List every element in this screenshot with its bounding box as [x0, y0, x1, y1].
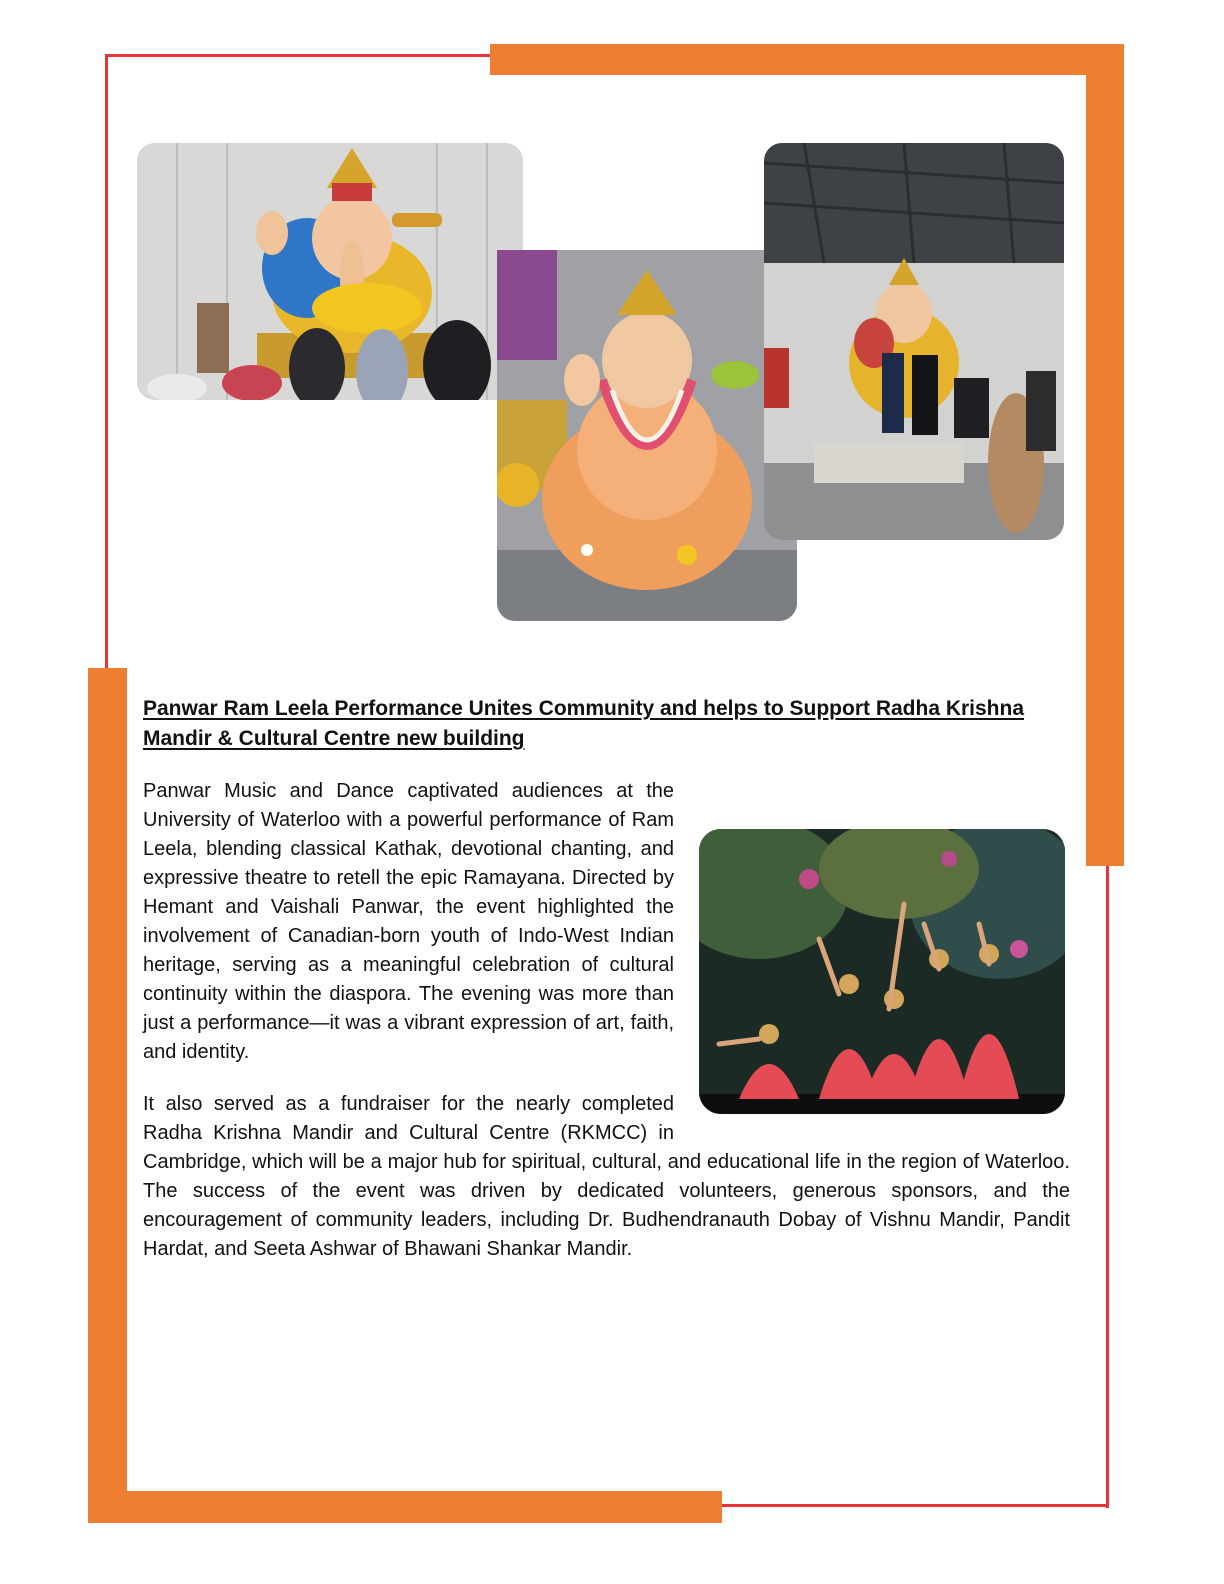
frame-red-right-line [1106, 860, 1109, 1508]
article-headline [143, 694, 1083, 754]
frame-orange-left-bar [88, 668, 127, 1523]
kathak-dancers-photo [699, 829, 1065, 1114]
article-paragraph-2 [143, 1090, 1070, 1264]
frame-red-top-line [105, 54, 495, 57]
headline-line-2: Mandir & Cultural Centre new building [143, 727, 525, 750]
paragraph-1-text: Panwar Music and Dance captivated audiences at the University of Waterloo with a powerful performance of Ram Leela, blending classical Kathak, devotional chanting, and expressive theatre to retell the epic Ramayana. Directed by Hemant and Vaishali Panwar, the event highlighted the involvement of Canadian-born youth of Indo-West Indian heritage, serving as a meaningful celebration of cultural continuity within the diaspora. The evening was more than just a performance—it was a vibrant expression of art, faith, and identity. [143, 780, 674, 1063]
paragraph-2-text: It also served as a fundraiser for the nearly completed Radha Krishna Mandir and Cultural Centre (RKMCC) in Cambridge, which will be a major hub for spiritual, cultural, and educational life in the region of Waterloo. The success of the event was driven by dedicated volunteers, generous sponsors, and the encouragement of community leaders, including Dr. Budhendranauth Dobay of Vishnu Mandir, Pandit Hardat, and Seeta Ashwar of Bhawani Shankar Mandir. [143, 1093, 1070, 1260]
ganesha-murti-photo-1 [137, 143, 523, 400]
frame-red-bottom-line [720, 1504, 1109, 1507]
frame-orange-bottom-bar [88, 1491, 722, 1523]
ganesha-murti-photo-2 [497, 250, 797, 621]
headline-line-1: Panwar Ram Leela Performance Unites Community and helps to Support Radha Krishna [143, 697, 1025, 720]
frame-orange-top-bar [490, 44, 1124, 75]
frame-red-left-line [105, 54, 108, 670]
ganesha-murti-photo-3 [764, 143, 1064, 540]
frame-orange-right-bar [1086, 44, 1124, 866]
